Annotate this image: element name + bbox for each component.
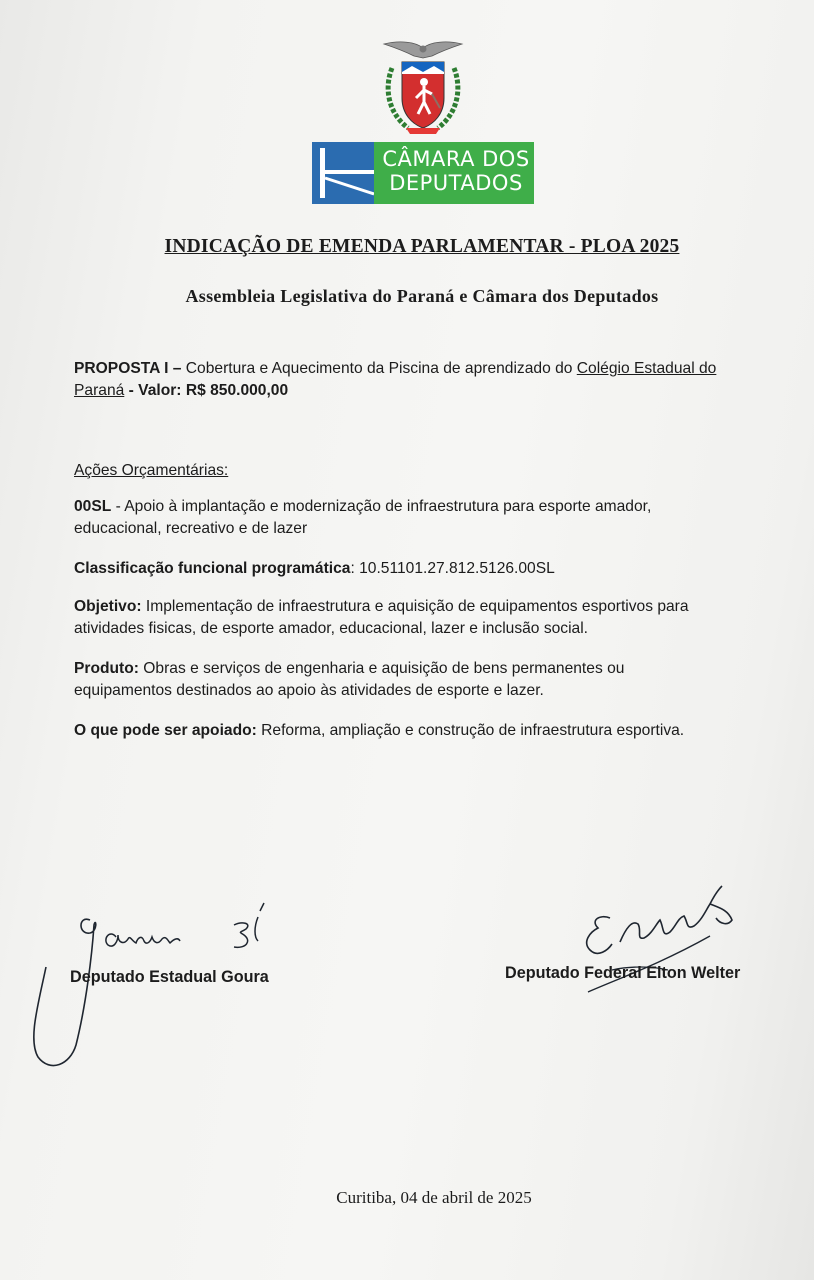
logo-line2: DEPUTADOS (389, 171, 523, 195)
objective-line2: atividades fisicas, de esporte amador, educacional, lazer e inclusão social. (74, 620, 589, 637)
budget-heading: Ações Orçamentárias: (74, 462, 229, 479)
proposal-label: PROPOSTA I – (74, 360, 182, 377)
action-code: 00SL (74, 498, 112, 515)
objective-paragraph (74, 596, 778, 640)
logo-text (380, 147, 532, 195)
classification-label: Classificação funcional programática (74, 560, 351, 577)
document-subtitle: Assembleia Legislativa do Paraná e Câmara dos Deputados (185, 286, 659, 306)
support-text: Reforma, ampliação e construção de infraestrutura esportiva. (256, 722, 685, 739)
proposal-text: Cobertura e Aquecimento da Piscina de aprendizado do (181, 360, 577, 377)
support-label: O que pode ser apoiado: (74, 722, 257, 739)
classification-value: : 10.51101.27.812.5126.00SL (350, 560, 555, 577)
handwritten-signature-left (20, 895, 290, 1080)
logo-mark-icon (312, 142, 374, 204)
document-title: INDICAÇÃO DE EMENDA PARLAMENTAR - PLOA 2025 (164, 236, 680, 257)
proposal-school-line2: Paraná (74, 382, 125, 399)
product-line1: Obras e serviços de engenharia e aquisição de bens permanentes ou (138, 660, 625, 677)
objective-line1: Implementação de infraestrutura e aquisição de equipamentos esportivos para (141, 598, 689, 615)
document-date: Curitiba, 04 de abril de 2025 (336, 1188, 532, 1207)
action-paragraph (74, 496, 778, 540)
support-paragraph (74, 720, 778, 742)
action-text-line1: - Apoio à implantação e modernização de infraestrutura para esporte amador, (111, 498, 652, 515)
product-line2: equipamentos destinados ao apoio às atividades de esporte e lazer. (74, 682, 544, 699)
proposal-paragraph (74, 358, 778, 402)
proposal-value: - Valor: R$ 850.000,00 (128, 382, 289, 399)
logo-line1: CÂMARA DOS (382, 147, 530, 171)
proposal-school-line1: Colégio Estadual do (576, 360, 717, 377)
action-text-line2: educacional, recreativo e de lazer (74, 520, 308, 537)
objective-label: Objetivo: (74, 598, 142, 615)
signature-name-right: Deputado Federal Elton Welter (505, 964, 741, 982)
logo-blue-block (312, 142, 374, 204)
camara-dos-deputados-logo (312, 142, 534, 204)
parana-coat-of-arms-icon (378, 38, 468, 138)
product-label: Produto: (74, 660, 139, 677)
product-paragraph (74, 658, 778, 702)
classification-paragraph (74, 558, 778, 580)
signature-name-left: Deputado Estadual Goura (70, 968, 269, 986)
